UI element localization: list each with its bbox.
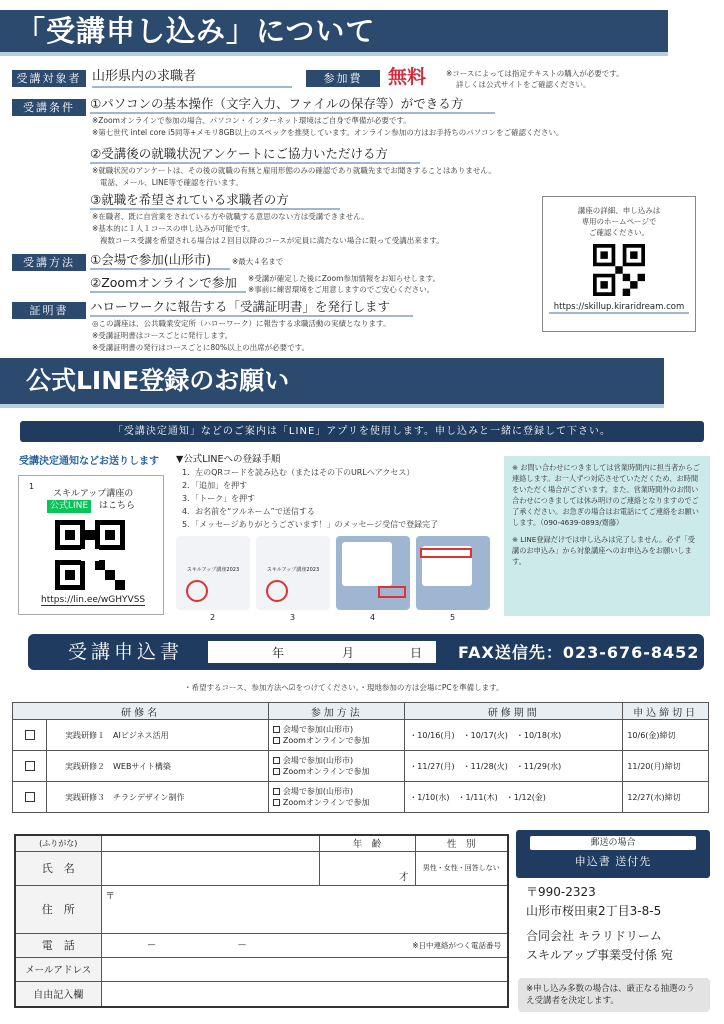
line-card-badge: 公式LINE xyxy=(47,500,91,513)
form-day: 日 xyxy=(410,646,423,660)
col-method: 参加方法 xyxy=(269,703,405,720)
form-title: 受講申込書 xyxy=(68,641,184,663)
mail-zip: 〒990-2323 xyxy=(526,885,596,899)
fee-note-1: ※コースによっては指定テキストの購入が必要です。 xyxy=(446,69,624,78)
col-deadline: 申込締切日 xyxy=(623,703,709,720)
homepage-text-3: ご確認ください。 xyxy=(589,228,649,237)
free-input[interactable] xyxy=(101,981,508,1007)
method-1: ①会場で参加(山形市) xyxy=(90,252,230,270)
steps-title: ▼公式LINEへの登録手順 xyxy=(176,454,281,465)
gender-label: 性 別 xyxy=(415,835,508,851)
course-period: ・10/16(月) ・10/17(火) ・10/18(水) xyxy=(405,720,623,751)
email-input[interactable] xyxy=(101,957,508,981)
certificate-note-2: ※受講証明書はコースごとに発行します。 xyxy=(92,331,233,340)
form-year: 年 xyxy=(272,646,285,660)
section-title: 「受講申し込み」について xyxy=(16,14,376,48)
fee-value: 無料 xyxy=(388,66,427,88)
line-qr-code[interactable] xyxy=(55,520,125,590)
step-2: 2．「追加」を押す xyxy=(182,481,248,490)
course-checkbox[interactable] xyxy=(25,792,35,802)
highlight-circle xyxy=(186,580,208,602)
screenshot-caption: スキルアップ講座2023 xyxy=(186,567,240,573)
certificate-label: 証明書 xyxy=(12,302,86,319)
highlight-box xyxy=(378,586,406,598)
mail-department: スキルアップ事業受付係 宛 xyxy=(526,948,673,962)
step-3: 3．「トーク」を押す xyxy=(182,494,256,503)
col-period: 研修期間 xyxy=(405,703,623,720)
method-checkbox[interactable] xyxy=(273,726,280,733)
step-screenshot-3 xyxy=(256,536,330,610)
form-month: 月 xyxy=(342,646,355,660)
target-label: 受講対象者 xyxy=(12,70,86,87)
shot-label-5: 5 xyxy=(450,613,456,622)
condition-2-note-1: ※就職状況のアンケートは、その後の就職の有無と雇用形態のみの確認であり就職先までお聞きすることはありません。 xyxy=(92,166,496,175)
method-checkbox[interactable] xyxy=(273,737,280,744)
method-2-note-2: ※事前に練習環境をご用意しますのでご安心ください。 xyxy=(248,285,435,294)
postal-mark: 〒 xyxy=(105,890,116,902)
furigana-label: (ふりがな) xyxy=(15,835,101,851)
phone-dash-1: — xyxy=(147,939,156,949)
course-period: ・1/10(水) ・1/11(木) ・1/12(金) xyxy=(405,782,623,813)
conditions-label: 受講条件 xyxy=(12,99,86,116)
method-option: 会場で参加(山形市) xyxy=(282,725,354,734)
condition-1-note-1: ※Zoomオンラインで参加の場合、パソコン・インターネット環境はご自身で準備が必要です。 xyxy=(92,116,411,125)
course-deadline: 11/20(月)締切 xyxy=(623,751,709,782)
course-name: 実践研修２ WEBサイト構築 xyxy=(47,751,269,782)
table-row xyxy=(13,782,709,813)
phone-dash-2: — xyxy=(238,939,247,949)
homepage-text-2: 専用のホームページで xyxy=(581,217,657,226)
step-screenshot-5 xyxy=(416,536,490,610)
shot-label-2: 2 xyxy=(210,613,216,622)
course-checkbox[interactable] xyxy=(25,761,35,771)
method-2: ②Zoomオンラインで参加 xyxy=(90,275,246,293)
condition-1-note-2: ※第七世代 intel core i5同等+メモリ8GB以上のスペックを推奨しています。オンライン参加の方はお手持ちのパソコンをご確認ください。 xyxy=(92,128,564,137)
method-checkbox[interactable] xyxy=(273,799,280,806)
step-screenshot-2 xyxy=(176,536,250,610)
notice-contact: ※ お問い合わせにつきましては営業時間内に担当者からご連絡します。お一人ずつ対応させていただくため、お時間をいただく場合がございます。また、営業時間外のお問い合わせにつきましては休み明けのご連絡となりますのでご了承ください。お急ぎの場合はお電話にてご連絡をお願いします。（090-4639-0893/齋藤） xyxy=(512,463,700,527)
method-checkbox[interactable] xyxy=(273,788,280,795)
condition-2: ②受講後の就職状況アンケートにご協力いただける方 xyxy=(90,146,420,164)
section-header-about xyxy=(0,10,668,56)
table-row xyxy=(13,720,709,751)
method-option: Zoomオンラインで参加 xyxy=(282,798,370,807)
screenshot-caption: スキルアップ講座2023 xyxy=(266,567,320,573)
course-name: 実践研修１ AIビジネス活用 xyxy=(47,720,269,751)
age-input[interactable] xyxy=(319,851,415,885)
form-date-box[interactable] xyxy=(208,641,436,663)
mail-subtitle: 申込書 送付先 xyxy=(574,855,652,868)
step-screenshot-4 xyxy=(336,536,410,610)
line-card-text-2: はこちら xyxy=(99,501,136,511)
certificate-note-3: ※受講証明書の発行はコースごとに80%以上の出席が必要です。 xyxy=(92,343,309,352)
age-unit: 才 xyxy=(398,871,409,883)
fax-number: FAX送信先：023-676-8452 xyxy=(458,643,700,662)
notice-box xyxy=(504,456,710,616)
line-subtitle: 受講決定通知などお送りします xyxy=(19,456,159,467)
certificate-title: ハローワークに報告する「受講証明書」を発行します xyxy=(90,299,413,317)
mail-note: ※申し込み多数の場合は、厳正なる抽選のうえ受講者を決定します。 xyxy=(518,978,710,1012)
method-checkbox[interactable] xyxy=(273,768,280,775)
line-card-text-1: スキルアップ講座の xyxy=(53,489,134,499)
line-card xyxy=(18,475,164,615)
certificate-note-1: ◎この講座は、公共職業安定所（ハローワーク）に報告する求職活動の実績となります。 xyxy=(92,319,391,328)
mail-box xyxy=(516,830,710,878)
gender-options[interactable]: 男性・女性・回答しない xyxy=(415,851,508,885)
name-input[interactable] xyxy=(101,851,319,885)
course-deadline: 12/27(水)締切 xyxy=(623,782,709,813)
method-option: 会場で参加(山形市) xyxy=(282,787,354,796)
mail-company: 合同会社 キラリドリーム xyxy=(526,929,662,943)
course-checkbox[interactable] xyxy=(25,730,35,740)
phone-note: ※日中連絡がつく電話番号 xyxy=(412,940,501,950)
method-label: 受講方法 xyxy=(12,254,86,271)
target-value: 山形県内の求職者 xyxy=(92,68,292,88)
condition-1: ①パソコンの基本操作（文字入力、ファイルの保存等）ができる方 xyxy=(90,96,495,114)
furigana-input[interactable] xyxy=(101,835,319,851)
shot-label-3: 3 xyxy=(290,613,296,622)
mail-address: 山形市桜田東2丁目3-8-5 xyxy=(526,904,662,918)
shot-label-4: 4 xyxy=(370,613,376,622)
highlight-circle xyxy=(266,580,288,602)
col-course: 研修名 xyxy=(13,703,269,720)
step-4: 4．お名前を“フルネーム”で送信する xyxy=(182,507,315,516)
highlight-box xyxy=(420,548,472,558)
email-label: メールアドレス xyxy=(15,957,101,981)
condition-2-note-2: 電話、メール、LINE等で確認を行います。 xyxy=(100,178,243,187)
fee-note-2: 詳しくは公式サイトをご確認ください。 xyxy=(456,80,591,89)
method-option: 会場で参加(山形市) xyxy=(282,756,354,765)
method-2-note-1: ※受講が確定した後にZoom参加情報をお知らせします。 xyxy=(248,274,441,283)
age-label: 年 齢 xyxy=(319,835,415,851)
step-5: 5．「メッセージありがとうございます！」のメッセージ受信で登録完了 xyxy=(182,520,439,529)
line-banner: 「受講決定通知」などのご案内は「LINE」アプリを使用します。申し込みと一緒に登録して下さい。 xyxy=(20,421,704,442)
section-header-line xyxy=(0,358,664,408)
free-label: 自由記入欄 xyxy=(15,981,101,1007)
phone-label: 電 話 xyxy=(15,933,101,957)
condition-3-note-3: 複数コース受講を希望される場合は２回目以降のコースが定員に満たない場合に限って受講出来ます。 xyxy=(100,236,444,245)
method-option: Zoomオンラインで参加 xyxy=(282,736,370,745)
phone-input[interactable] xyxy=(101,933,508,957)
course-deadline: 10/6(金)締切 xyxy=(623,720,709,751)
method-1-note: ※最大４名まで xyxy=(232,257,284,266)
homepage-url[interactable]: https://skillup.kiraridream.com xyxy=(549,302,689,314)
method-option: Zoomオンラインで参加 xyxy=(282,767,370,776)
line-card-number: 1 xyxy=(29,482,35,491)
mail-label: 郵送の場合 xyxy=(530,836,696,850)
form-instructions: ・希望するコース、参加方法へ☑をつけてください。・現地参加の方は会場にPCを準備します。 xyxy=(184,683,504,692)
notice-line: ※ LINE登録だけでは申し込みは完了しません。必ず「受講のお申込み」から対象講座へのお申込みをお願いします。 xyxy=(512,535,695,566)
condition-3: ③就職を希望されている求職者の方 xyxy=(90,192,340,210)
condition-3-note-2: ※基本的に１人１コースの申し込みが可能です。 xyxy=(92,224,255,233)
fee-label: 参加費 xyxy=(306,70,380,87)
line-url[interactable]: https://lin.ee/wGHYVSS xyxy=(41,595,146,605)
step-1: 1．左のQRコードを読み込む（またはその下のURLへアクセス） xyxy=(182,468,415,477)
homepage-qr-code[interactable] xyxy=(593,244,645,296)
course-table xyxy=(12,702,709,813)
method-checkbox[interactable] xyxy=(273,757,280,764)
address-label: 住 所 xyxy=(15,885,101,933)
course-period: ・11/27(月) ・11/28(火) ・11/29(水) xyxy=(405,751,623,782)
address-input[interactable] xyxy=(101,885,508,933)
table-row xyxy=(13,751,709,782)
course-name: 実践研修３ チラシデザイン制作 xyxy=(47,782,269,813)
applicant-form xyxy=(14,834,509,1008)
homepage-box xyxy=(542,196,696,332)
name-label: 氏 名 xyxy=(15,851,101,885)
homepage-text-1: 講座の詳細、申し込みは xyxy=(577,206,661,215)
line-section-title: 公式LINE登録のお願い xyxy=(26,366,290,395)
condition-3-note-1: ※在職者、既に自営業をされている方や就職する意思のない方は受講できません。 xyxy=(92,212,369,221)
